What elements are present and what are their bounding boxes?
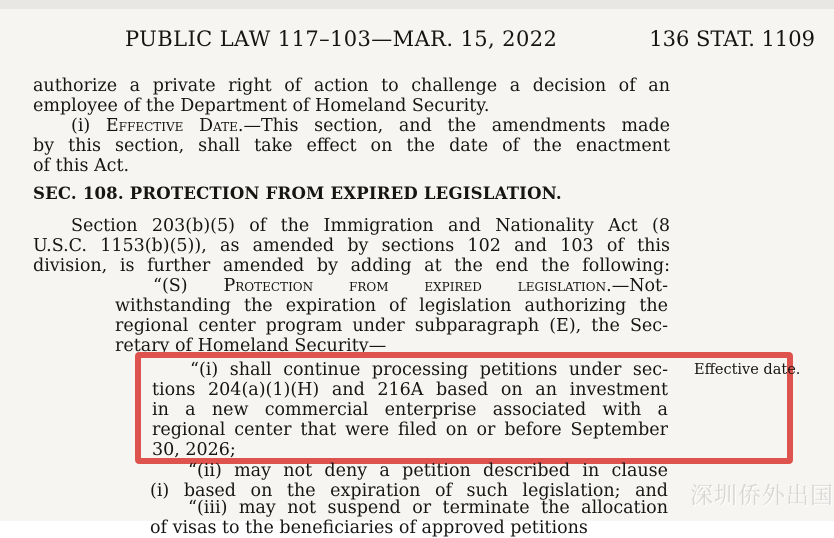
paragraph-section-203b5 [33,216,670,276]
text-line: by this section, shall take effect on the date of the enactment [33,136,670,156]
text-line: “(i) shall continue processing petitions under sec- [190,360,668,380]
text-line: withstanding the expiration of legislation authorizing the [115,296,668,316]
text-line: “(iii) may not suspend or terminate the allocation [188,498,668,518]
text-line: authorize a private right of action to challenge a decision of an [33,76,670,96]
clause-iii-may-not-suspend [150,498,668,538]
clause-i-continue-processing [152,360,668,460]
text-line: U.S.C. 1153(b)(5)), as amended by sections 102 and 103 of this [33,236,670,256]
text-line: division, is further amended by adding at the end the following: [33,256,670,276]
statute-page-number: 136 STAT. 1109 [649,27,815,51]
text-line: “(S) Protection from expired legislation.—Not- [153,276,668,296]
text-line: (i) Effective Date.—This section, and the amendments made [71,116,670,136]
watermark-shenzhen-qiaowai: 深圳侨外出国 [690,483,834,509]
law-title: PUBLIC LAW 117–103—MAR. 15, 2022 [125,27,558,51]
text-line: (i) based on the expiration of such legislation; and [150,481,668,501]
margin-note-effective-date: Effective date. [694,362,801,378]
text-line: Section 203(b)(5) of the Immigration and Nationality Act (8 [71,216,670,236]
text-line: of this Act. [33,156,130,176]
text-line: employee of the Department of Homeland Security. [33,96,490,116]
page-header [33,27,815,51]
subparagraph-s-protection [115,276,668,356]
paragraph-private-right-of-action [33,76,670,116]
clause-ii-may-not-deny [150,461,668,501]
paragraph-effective-date [33,116,670,176]
text-line: retary of Homeland Security— [115,336,387,356]
text-line: regional center that were filed on or before September [152,420,668,440]
text-line: tions 204(a)(1)(H) and 216A based on an investment [152,380,668,400]
section-heading-sec-108: SEC. 108. PROTECTION FROM EXPIRED LEGISLATION. [33,184,562,203]
text-line: in a new commercial enterprise associated with a [152,400,668,420]
text-line: “(ii) may not deny a petition described in clause [188,461,668,481]
text-line: regional center program under subparagraph (E), the Sec- [115,316,668,336]
text-line: of visas to the beneficiaries of approved petitions [150,518,588,538]
text-line: 30, 2026; [152,440,236,460]
